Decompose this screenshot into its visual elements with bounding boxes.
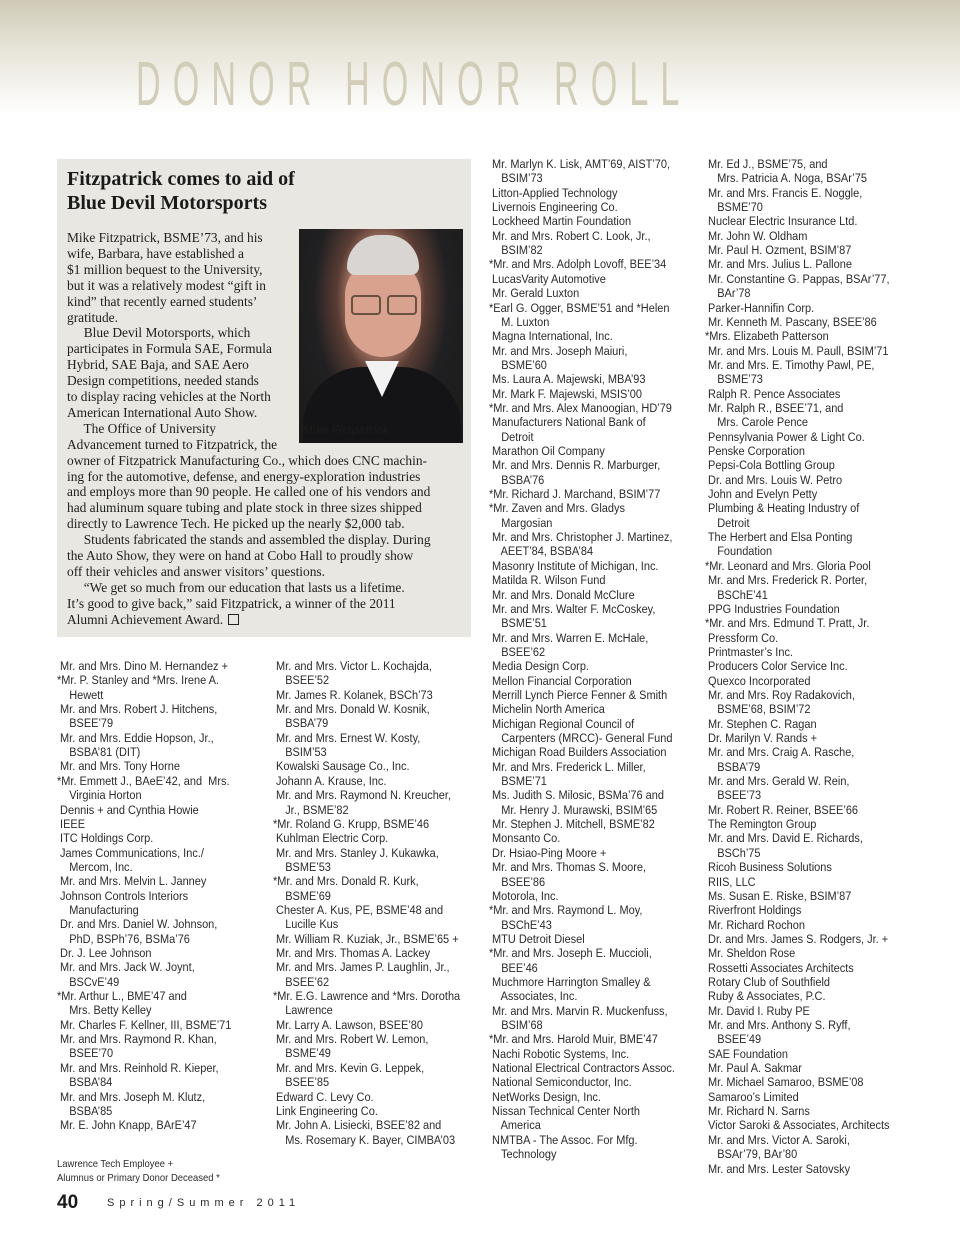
donor-entry-line: The Remington Group bbox=[705, 817, 817, 832]
donor-entry-line: Mr. and Mrs. Donald McClure bbox=[489, 587, 635, 602]
donor-entry-line: Mr. Michael Samaroo, BSME’08 bbox=[705, 1075, 864, 1090]
donor-entry-line: Mr. Charles F. Kellner, III, BSME’71 bbox=[57, 1017, 232, 1032]
donor-entry-line: BSME’53 bbox=[273, 859, 331, 874]
donor-entry-line: Livernois Engineering Co. bbox=[489, 200, 618, 215]
donor-entry-line: BSBA’84 bbox=[57, 1075, 113, 1090]
donor-entry-line: The Herbert and Elsa Ponting bbox=[705, 530, 853, 545]
donor-entry-line: BSME’51 bbox=[489, 616, 547, 631]
donor-entry-line: Mr. John A. Lisiecki, BSEE’82 and bbox=[273, 1118, 442, 1133]
donor-entry-line: *Mr. Zaven and Mrs. Gladys bbox=[489, 501, 625, 516]
donor-entry-line: Litton-Applied Technology bbox=[489, 185, 618, 200]
donor-entry-line: Mr. Ralph R., BSEE’71, and bbox=[705, 400, 844, 415]
donor-entry-line: *Mr. Emmett J., BAeE’42, and Mrs. bbox=[57, 773, 230, 788]
donor-entry-line: AEET’84, BSBA’84 bbox=[489, 544, 594, 559]
donor-entry-line: BSCvE’49 bbox=[57, 974, 120, 989]
article-line: Design competitions, needed stands bbox=[67, 373, 259, 389]
article-line: The Office of University bbox=[67, 420, 216, 436]
donor-entry-line: Manufacturing bbox=[57, 902, 139, 917]
donor-entry-line: Mr. William R. Kuziak, Jr., BSME’65 + bbox=[273, 931, 459, 946]
donor-entry-line: BSIM’53 bbox=[273, 745, 327, 760]
donor-entry-line: Ralph R. Pence Associates bbox=[705, 386, 841, 401]
donor-entry-line: Victor Saroki & Associates, Architects bbox=[705, 1118, 890, 1133]
article-line: owner of Fitzpatrick Manufacturing Co., which does CNC machin- bbox=[67, 452, 427, 468]
issue-label: Spring/Summer 2011 bbox=[107, 1197, 301, 1209]
donor-entry-line: Mr. and Mrs. Joseph Maiuri, bbox=[489, 343, 628, 358]
donor-entry-line: Mr. and Mrs. Raymond N. Kreucher, bbox=[273, 788, 452, 803]
article-line: the Auto Show, they were on hand at Cobo Hall to proudly show bbox=[67, 548, 414, 563]
donor-entry-line: Carpenters (MRCC)- General Fund bbox=[489, 731, 673, 745]
article-line: wife, Barbara, have established a bbox=[67, 245, 244, 261]
article-line: off their vehicles and answer visitors’ questions. bbox=[67, 563, 325, 579]
article-line: “We get so much from our education that lasts us a lifetime. bbox=[67, 579, 405, 595]
donor-entry-line: Mr. and Mrs. Thomas S. Moore, bbox=[489, 860, 647, 875]
sidebar-title-line: Blue Devil Motorsports bbox=[67, 192, 267, 214]
sidebar-title bbox=[67, 167, 367, 215]
donor-entry-line: Mr. E. John Knapp, BArE’47 bbox=[57, 1118, 197, 1133]
donor-entry-line: Mr. Mark F. Majewski, MSIS’00 bbox=[489, 386, 642, 401]
donor-entry-line: RIIS, LLC bbox=[705, 874, 756, 889]
donor-entry-line: *Mr. Arthur L., BME’47 and bbox=[57, 989, 187, 1004]
legend-line: Alumnus or Primary Donor Deceased * bbox=[57, 1172, 220, 1184]
donor-entry-line: BSBA’79 bbox=[273, 716, 329, 731]
donor-entry-line: *Mr. and Mrs. Alex Manoogian, HD’79 bbox=[489, 400, 672, 415]
article-line: $1 million bequest to the University, bbox=[67, 261, 263, 277]
donor-entry-line: Mr. Marlyn K. Lisk, AMT’69, AIST’70, bbox=[489, 157, 671, 171]
donor-entry-line: Pressform Co. bbox=[705, 630, 779, 645]
donor-entry-line: Mr. and Mrs. Dino M. Hernandez + bbox=[57, 659, 228, 673]
donor-entry-line: Dennis + and Cynthia Howie bbox=[57, 802, 199, 817]
donor-entry-line: Mr. and Mrs. Thomas A. Lackey bbox=[273, 946, 431, 960]
donor-entry-line: Plumbing & Heating Industry of bbox=[705, 501, 860, 516]
donor-entry-line: Mr. and Mrs. Dennis R. Marburger, bbox=[489, 458, 661, 473]
article-line: directly to Lawrence Tech. He picked up the nearly $2,000 tab. bbox=[67, 516, 405, 532]
donor-entry-line: Link Engineering Co. bbox=[273, 1103, 378, 1118]
donor-entry-line: Merrill Lynch Pierce Fenner & Smith bbox=[489, 687, 668, 702]
donor-entry-line: Masonry Institute of Michigan, Inc. bbox=[489, 558, 659, 573]
donor-entry-line: Mr. and Mrs. Lester Satovsky bbox=[705, 1161, 851, 1176]
donor-entry-line: Johann A. Krause, Inc. bbox=[273, 773, 387, 788]
article-line: Advancement turned to Fitzpatrick, the bbox=[67, 436, 278, 452]
article-line: gratitude. bbox=[67, 309, 118, 325]
donor-entry-line: Lockheed Martin Foundation bbox=[489, 214, 632, 229]
donor-entry-line: Mr. and Mrs. Raymond R. Khan, bbox=[57, 1032, 217, 1047]
donor-entry-line: Virginia Horton bbox=[57, 788, 142, 803]
donor-entry-line: Detroit bbox=[489, 429, 534, 444]
donor-entry-line: Mr. Paul A. Sakmar bbox=[705, 1061, 802, 1076]
donor-entry-line: Lucille Kus bbox=[273, 917, 339, 932]
donor-entry-line: *Mr. Richard J. Marchand, BSIM’77 bbox=[489, 487, 661, 502]
donor-entry-line: BSME’60 bbox=[489, 357, 547, 372]
donor-entry-line: Mr. Henry J. Murawski, BSIM’65 bbox=[489, 802, 658, 817]
donor-entry-line: Samaroo’s Limited bbox=[705, 1089, 799, 1104]
donor-entry-line: Parker-Hannifin Corp. bbox=[705, 300, 815, 315]
legend-line: Lawrence Tech Employee + bbox=[57, 1158, 174, 1170]
donor-entry-line: Mr. and Mrs. Marvin R. Muckenfuss, bbox=[489, 1003, 668, 1018]
donor-entry-line: *Mr. Leonard and Mrs. Gloria Pool bbox=[705, 558, 871, 573]
portrait-photo bbox=[299, 229, 463, 443]
photo-caption: Mike Fitzpatrick bbox=[303, 425, 390, 437]
donor-entry-line: Dr. Hsiao-Ping Moore + bbox=[489, 845, 607, 860]
donor-entry-line: Mr. and Mrs. Kevin G. Leppek, bbox=[273, 1060, 425, 1075]
donor-entry-line: BSEE’49 bbox=[705, 1032, 762, 1047]
donor-entry-line: Mercom, Inc. bbox=[57, 859, 133, 874]
article-line: It’s good to give back,” said Fitzpatrick, a winner of the 2011 bbox=[67, 595, 396, 611]
article-line: participates in Formula SAE, Formula bbox=[67, 341, 272, 357]
article-line: to display racing vehicles at the North bbox=[67, 389, 271, 404]
donor-entry-line: Mr. and Mrs. Ernest W. Kosty, bbox=[273, 730, 421, 745]
donor-entry-line: Mrs. Carole Pence bbox=[705, 415, 809, 430]
donor-entry-line: LucasVarity Automotive bbox=[489, 271, 606, 286]
article-line: Mike Fitzpatrick, BSME’73, and his bbox=[67, 230, 263, 245]
donor-entry-line: Michigan Regional Council of bbox=[489, 716, 635, 731]
donor-entry-line: Hewett bbox=[57, 687, 104, 702]
donor-entry-line: BSME’49 bbox=[273, 1046, 331, 1061]
article-line: Students fabricated the stands and assembled the display. During bbox=[67, 532, 431, 548]
donor-entry-line: BAr’78 bbox=[705, 286, 751, 301]
donor-entry-line: BSEE’86 bbox=[489, 874, 546, 889]
donor-entry-line: Mr. and Mrs. Tony Horne bbox=[57, 759, 180, 774]
donor-entry-line: Mr. Kenneth M. Pascany, BSEE’86 bbox=[705, 314, 877, 329]
donor-entry-line: BSBA’79 bbox=[705, 759, 761, 774]
article-line: American International Auto Show. bbox=[67, 404, 258, 420]
donor-entry-line: Dr. and Mrs. James S. Rodgers, Jr. + bbox=[705, 931, 889, 946]
donor-entry-line: *Mr. and Mrs. Donald R. Kurk, bbox=[273, 874, 419, 889]
donor-entry-line: Lawrence bbox=[273, 1003, 333, 1018]
donor-entry-line: Michigan Road Builders Association bbox=[489, 745, 667, 760]
donor-entry-line: John and Evelyn Petty bbox=[705, 487, 818, 502]
donor-entry-line: BSME’73 bbox=[705, 372, 763, 387]
donor-entry-line: Dr. Marilyn V. Rands + bbox=[705, 731, 818, 745]
donor-entry-line: PPG Industries Foundation bbox=[705, 601, 840, 616]
donor-entry-line: ITC Holdings Corp. bbox=[57, 831, 154, 846]
donor-entry-line: Edward C. Levy Co. bbox=[273, 1089, 374, 1104]
donor-entry-line: Mr. Stephen J. Mitchell, BSME’82 bbox=[489, 817, 655, 832]
donor-entry-line: Mellon Financial Corporation bbox=[489, 673, 632, 688]
donor-entry-line: Manufacturers National Bank of bbox=[489, 415, 646, 430]
donor-entry-line: BSME’69 bbox=[273, 888, 331, 903]
donor-entry-line: Mr. and Mrs. Francis E. Noggle, bbox=[705, 185, 863, 200]
donor-entry-line: Mr. and Mrs. David E. Richards, bbox=[705, 831, 863, 846]
donor-entry-line: Nuclear Electric Insurance Ltd. bbox=[705, 214, 858, 229]
donor-entry-line: Mr. Ed J., BSME’75, and bbox=[705, 157, 828, 171]
donor-entry-line: *Mr. E.G. Lawrence and *Mrs. Dorotha bbox=[273, 989, 461, 1004]
donor-entry-line: Quexco Incorporated bbox=[705, 673, 811, 688]
donor-entry-line: America bbox=[489, 1118, 541, 1133]
article-line: Blue Devil Motorsports, which bbox=[67, 325, 251, 341]
donor-entry-line: Mr. John W. Oldham bbox=[705, 228, 808, 243]
donor-entry-line: BSCh’75 bbox=[705, 845, 761, 860]
donor-entry-line: Mr. and Mrs. Anthony S. Ryff, bbox=[705, 1018, 851, 1032]
donor-entry-line: Associates, Inc. bbox=[489, 989, 578, 1004]
donor-entry-line: Mr. Robert R. Reiner, BSEE’66 bbox=[705, 802, 859, 817]
article-line: but it was a relatively modest “gift in bbox=[67, 277, 266, 293]
donor-entry-line: Margosian bbox=[489, 515, 553, 530]
donor-entry-line: BSBA’85 bbox=[57, 1103, 113, 1118]
donor-entry-line: Mr. and Mrs. Robert J. Hitchens, bbox=[57, 702, 218, 717]
donor-entry-line: Matilda R. Wilson Fund bbox=[489, 573, 606, 588]
donor-entry-line: BSBA’76 bbox=[489, 472, 545, 487]
donor-entry-line: Nachi Robotic Systems, Inc. bbox=[489, 1046, 630, 1061]
donor-entry-line: MTU Detroit Diesel bbox=[489, 931, 585, 946]
donor-entry-line: Mr. Richard Rochon bbox=[705, 917, 805, 932]
donor-entry-line: Foundation bbox=[705, 544, 773, 559]
donor-entry-line: BSIM’73 bbox=[489, 171, 543, 186]
donor-entry-line: Mr. and Mrs. Louis M. Paull, BSIM’71 bbox=[705, 343, 889, 358]
page-number: 40 bbox=[57, 1192, 79, 1213]
donor-entry-line: Riverfront Holdings bbox=[705, 903, 802, 918]
donor-entry-line: Mr. and Mrs. Stanley J. Kukawka, bbox=[273, 845, 439, 860]
donor-entry-line: Pennsylvania Power & Light Co. bbox=[705, 429, 865, 444]
donor-entry-line: *Mr. and Mrs. Joseph E. Muccioli, bbox=[489, 946, 652, 961]
donor-entry-line: Ruby & Associates, P.C. bbox=[705, 989, 826, 1004]
article-line: Hybrid, SAE Baja, and SAE Aero bbox=[67, 357, 249, 373]
donor-entry-line: BSME’70 bbox=[705, 200, 763, 215]
donor-entry-line: Mr. and Mrs. Gerald W. Rein, bbox=[705, 774, 850, 789]
donor-entry-line: BSEE’70 bbox=[57, 1046, 114, 1061]
donor-entry-line: Mr. and Mrs. Reinhold R. Kieper, bbox=[57, 1060, 219, 1075]
article-line: Alumni Achievement Award. bbox=[67, 612, 239, 628]
donor-entry-line: BSChE’43 bbox=[489, 917, 552, 932]
donor-entry-line: BEE’46 bbox=[489, 960, 538, 975]
donor-entry-line: Producers Color Service Inc. bbox=[705, 659, 848, 674]
donor-entry-line: Magna International, Inc. bbox=[489, 329, 613, 344]
donor-entry-line: M. Luxton bbox=[489, 314, 550, 329]
donor-entry-line: Mr. and Mrs. Frederick R. Porter, bbox=[705, 573, 868, 588]
donor-entry-line: Media Design Corp. bbox=[489, 659, 589, 674]
donor-entry-line: BSEE’62 bbox=[489, 644, 546, 659]
donor-entry-line: Mr. and Mrs. Julius L. Pallone bbox=[705, 257, 852, 272]
donor-entry-line: Mr. and Mrs. James P. Laughlin, Jr., bbox=[273, 960, 450, 975]
donor-entry-line: NMTBA - The Assoc. For Mfg. bbox=[489, 1132, 638, 1147]
donor-entry-line: Kuhlman Electric Corp. bbox=[273, 831, 389, 846]
donor-entry-line: *Mr. P. Stanley and *Mrs. Irene A. bbox=[57, 673, 219, 688]
donor-entry-line: Johnson Controls Interiors bbox=[57, 888, 189, 903]
donor-entry-line: BSME’68, BSIM’72 bbox=[705, 702, 811, 717]
donor-entry-line: Mrs. Patricia A. Noga, BSAr’75 bbox=[705, 171, 867, 186]
donor-entry-line: Mr. and Mrs. Melvin L. Janney bbox=[57, 874, 207, 889]
donor-entry-line: Nissan Technical Center North bbox=[489, 1104, 641, 1119]
donor-entry-line: *Earl G. Ogger, BSME’51 and *Helen bbox=[489, 300, 670, 315]
donor-entry-line: Ricoh Business Solutions bbox=[705, 860, 832, 875]
donor-entry-line: Rossetti Associates Architects bbox=[705, 960, 854, 975]
donor-entry-line: Mr. and Mrs. Roy Radakovich, bbox=[705, 687, 855, 702]
donor-entry-line: Mr. and Mrs. Victor A. Saroki, bbox=[705, 1132, 850, 1147]
donor-entry-line: Technology bbox=[489, 1147, 557, 1162]
article-line: had aluminum square tubing and plate stock in three sizes shipped bbox=[67, 500, 422, 516]
donor-entry-line: BSIM’68 bbox=[489, 1018, 543, 1032]
donor-entry-line: BSChE’41 bbox=[705, 587, 768, 602]
donor-entry-line: Printmaster’s Inc. bbox=[705, 644, 793, 659]
donor-entry-line: Mr. and Mrs. E. Timothy Pawl, PE, bbox=[705, 357, 875, 372]
donor-entry-line: PhD, BSPh’76, BSMa’76 bbox=[57, 931, 190, 946]
donor-entry-line: BSEE’62 bbox=[273, 974, 330, 989]
donor-entry-line: Mr. and Mrs. Joseph M. Klutz, bbox=[57, 1089, 206, 1104]
donor-entry-line: Mr. Constantine G. Pappas, BSAr’77, bbox=[705, 271, 890, 286]
donor-entry-line: Pepsi-Cola Bottling Group bbox=[705, 458, 835, 473]
article-line: and employs more than 90 people. He called one of his vendors and bbox=[67, 484, 431, 500]
donor-entry-line: Mrs. Betty Kelley bbox=[57, 1003, 152, 1018]
donor-entry-line: Ms. Susan E. Riske, BSIM’87 bbox=[705, 888, 852, 903]
donor-entry-line: Chester A. Kus, PE, BSME’48 and bbox=[273, 902, 444, 917]
donor-entry-line: Mr. and Mrs. Robert W. Lemon, bbox=[273, 1032, 429, 1047]
end-mark-icon bbox=[228, 614, 239, 625]
donor-entry-line: Mr. and Mrs. Christopher J. Martinez, bbox=[489, 530, 673, 545]
donor-entry-line: Mr. Stephen C. Ragan bbox=[705, 716, 817, 731]
donor-entry-line: Dr. and Mrs. Daniel W. Johnson, bbox=[57, 917, 218, 932]
donor-entry-line: BSIM’82 bbox=[489, 243, 543, 258]
donor-entry-line: Mr. Gerald Luxton bbox=[489, 286, 580, 301]
donor-entry-line: Dr. and Mrs. Louis W. Petro bbox=[705, 472, 843, 487]
donor-entry-line: National Semiconductor, Inc. bbox=[489, 1075, 632, 1090]
donor-entry-line: Mr. and Mrs. Craig A. Rasche, bbox=[705, 745, 855, 760]
donor-entry-line: National Electrical Contractors Assoc. bbox=[489, 1061, 675, 1076]
donor-entry-line: Rotary Club of Southfield bbox=[705, 974, 831, 989]
donor-entry-line: Mr. Sheldon Rose bbox=[705, 946, 796, 961]
donor-entry-line: Mr. James R. Kolanek, BSCh’73 bbox=[273, 687, 433, 702]
donor-entry-line: *Mr. and Mrs. Harold Muir, BME’47 bbox=[489, 1032, 658, 1047]
donor-entry-line: James Communications, Inc./ bbox=[57, 845, 204, 860]
donor-entry-line: BSME’71 bbox=[489, 774, 547, 789]
donor-entry-line: Michelin North America bbox=[489, 702, 605, 717]
donor-entry-line: *Mr. Roland G. Krupp, BSME’46 bbox=[273, 816, 430, 831]
donor-entry-line: Ms. Rosemary K. Bayer, CIMBA’03 bbox=[273, 1132, 456, 1147]
article-line: kind” that recently earned students’ bbox=[67, 293, 258, 309]
donor-entry-line: Muchmore Harrington Smalley & bbox=[489, 974, 651, 989]
donor-entry-line: Mr. and Mrs. Warren E. McHale, bbox=[489, 630, 649, 645]
donor-entry-line: Mr. and Mrs. Robert C. Look, Jr., bbox=[489, 228, 651, 243]
donor-entry-line: BSAr’79, BAr’80 bbox=[705, 1147, 798, 1162]
donor-entry-line: BSBA’81 (DIT) bbox=[57, 745, 141, 760]
donor-entry-line: Ms. Laura A. Majewski, MBA’93 bbox=[489, 372, 646, 387]
donor-entry-line: Monsanto Co. bbox=[489, 831, 561, 846]
sidebar-title-line: Fitzpatrick comes to aid of bbox=[67, 168, 295, 190]
donor-entry-line: Mr. Larry A. Lawson, BSEE’80 bbox=[273, 1017, 423, 1032]
donor-entry-line: Penske Corporation bbox=[705, 444, 805, 458]
donor-entry-line: Marathon Oil Company bbox=[489, 444, 605, 458]
donor-entry-line: IEEE bbox=[57, 816, 86, 831]
donor-entry-line: Mr. David I. Ruby PE bbox=[705, 1003, 810, 1018]
donor-entry-line: Mr. Richard N. Sarns bbox=[705, 1104, 810, 1119]
donor-entry-line: BSEE’85 bbox=[273, 1075, 330, 1090]
donor-entry-line: Dr. J. Lee Johnson bbox=[57, 946, 152, 960]
section-banner: DONOR HONOR ROLL bbox=[136, 50, 692, 119]
donor-entry-line: Detroit bbox=[705, 515, 750, 530]
donor-entry-line: Mr. Paul H. Ozment, BSIM’87 bbox=[705, 243, 852, 258]
donor-entry-line: Motorola, Inc. bbox=[489, 888, 559, 903]
donor-entry-line: Mr. and Mrs. Frederick L. Miller, bbox=[489, 759, 646, 774]
donor-entry-line: Kowalski Sausage Co., Inc. bbox=[273, 759, 410, 774]
donor-entry-line: SAE Foundation bbox=[705, 1046, 788, 1061]
donor-entry-line: NetWorks Design, Inc. bbox=[489, 1089, 601, 1104]
donor-entry-line: Jr., BSME’82 bbox=[273, 802, 349, 817]
donor-entry-line: Mr. and Mrs. Victor L. Kochajda, bbox=[273, 659, 432, 673]
donor-entry-line: BSEE’52 bbox=[273, 673, 330, 688]
donor-entry-line: Mr. and Mrs. Walter F. McCoskey, bbox=[489, 601, 656, 616]
donor-entry-line: BSEE’79 bbox=[57, 716, 114, 731]
article-line: ing for the automotive, defense, and energy-exploration industries bbox=[67, 468, 421, 484]
donor-entry-line: BSEE’73 bbox=[705, 788, 762, 803]
donor-entry-line: *Mrs. Elizabeth Patterson bbox=[705, 329, 829, 344]
donor-entry-line: *Mr. and Mrs. Adolph Lovoff, BEE’34 bbox=[489, 257, 667, 272]
donor-entry-line: *Mr. and Mrs. Raymond L. Moy, bbox=[489, 903, 643, 918]
donor-entry-line: Mr. and Mrs. Eddie Hopson, Jr., bbox=[57, 730, 214, 745]
donor-entry-line: *Mr. and Mrs. Edmund T. Pratt, Jr. bbox=[705, 616, 870, 631]
donor-entry-line: Mr. and Mrs. Jack W. Joynt, bbox=[57, 960, 195, 975]
donor-entry-line: Ms. Judith S. Milosic, BSMa’76 and bbox=[489, 788, 664, 803]
donor-entry-line: Mr. and Mrs. Donald W. Kosnik, bbox=[273, 702, 430, 717]
